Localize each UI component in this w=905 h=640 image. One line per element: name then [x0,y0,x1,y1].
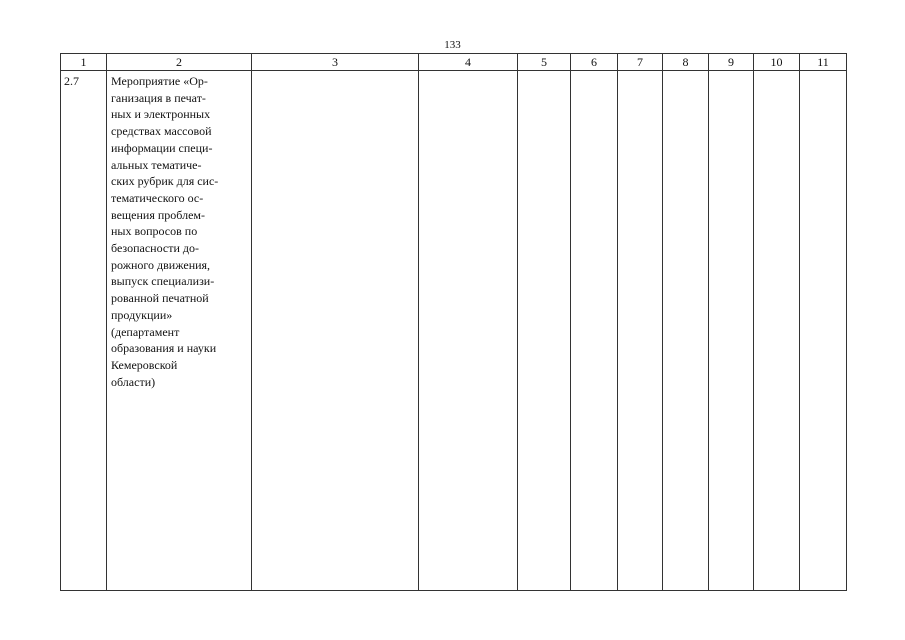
event-description-cell: Мероприятие «Ор- ганизация в печат- ных и электронных средствах массовой информации специ- альных тематиче- ских рубрик для сис- тематического ос- вещения проблем- ных вопросов по безопасности до- рожного движения, выпуск специализи- рованной печатной продукции» (департамент образования и науки Кемеровской области) [107,71,252,591]
data-table [60,53,847,591]
column-header-8: 8 [663,54,709,71]
column-header-7: 7 [618,54,663,71]
cell-col-7 [618,71,663,591]
cell-col-9 [709,71,754,591]
row-number-cell: 2.7 [61,71,107,591]
cell-col-5 [518,71,571,591]
cell-col-6 [571,71,618,591]
column-header-1: 1 [61,54,107,71]
cell-col-11 [800,71,847,591]
column-header-6: 6 [571,54,618,71]
table-row [61,71,847,591]
column-header-9: 9 [709,54,754,71]
cell-col-8 [663,71,709,591]
cell-col-4 [419,71,518,591]
column-header-10: 10 [754,54,800,71]
column-header-2: 2 [107,54,252,71]
column-header-5: 5 [518,54,571,71]
cell-col-3 [252,71,419,591]
cell-col-10 [754,71,800,591]
header-row [61,54,847,71]
column-header-11: 11 [800,54,847,71]
column-header-3: 3 [252,54,419,71]
column-header-4: 4 [419,54,518,71]
page-number: 133 [444,39,461,51]
